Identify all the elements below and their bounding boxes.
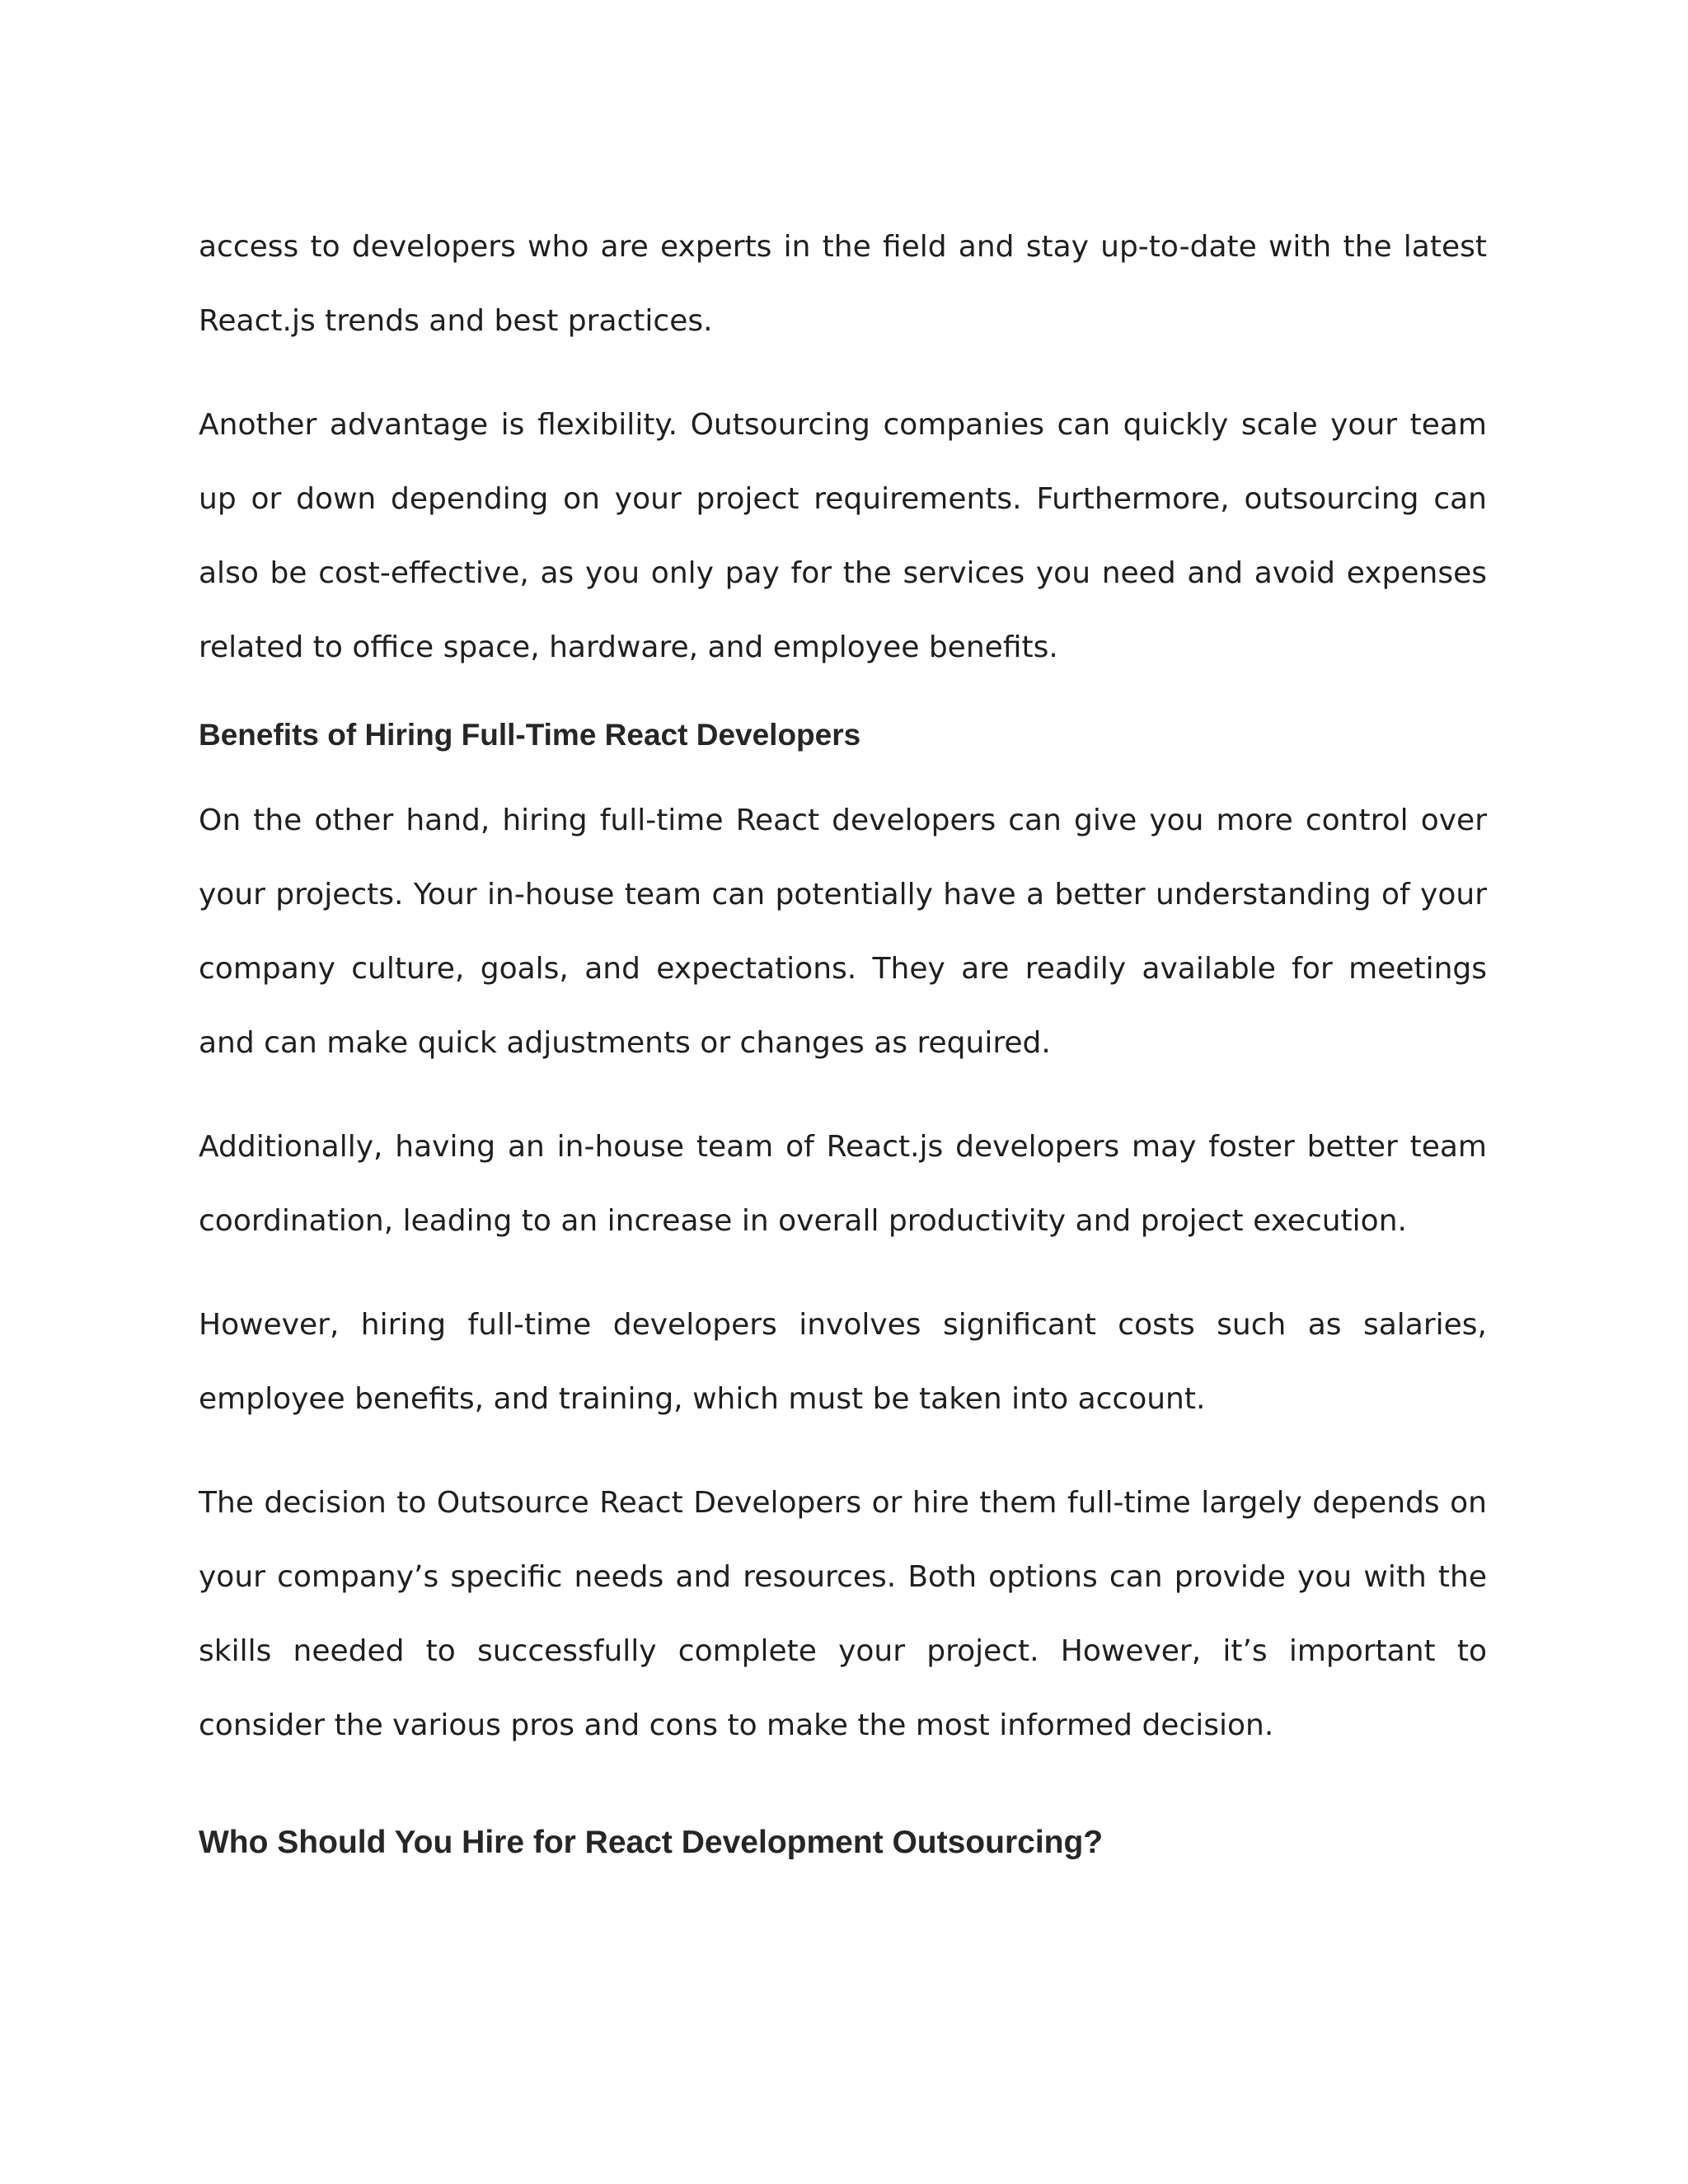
heading-who-should-you-hire: Who Should You Hire for React Development Outsourcing? [199, 1825, 1104, 1860]
paragraph-benefits-1: On the other hand, hiring full-time React developers can give you more control over your projects. Your in-house team can potentially have a better understanding of your company culture, goals, and expectations. They are readily available for meetings and can make quick adjustments or changes as required. [199, 804, 1487, 1060]
paragraph-benefits-3: However, hiring full-time developers involves significant costs such as salaries, employee benefits, and training, which must be taken into account. [199, 1308, 1487, 1416]
paragraph-benefits-2: Additionally, having an in-house team of React.js developers may foster better team coordination, leading to an increase in overall productivity and project execution. [199, 1130, 1487, 1238]
paragraph-intro-1: access to developers who are experts in the field and stay up-to-date with the latest React.js trends and best practices. [199, 230, 1487, 338]
paragraph-intro-2: Another advantage is flexibility. Outsourcing companies can quickly scale your team up or down depending on your project requirements. Furthermore, outsourcing can also be cost-effective, as you only pay for the services you need and avoid expenses related to office space, hardware, and employee benefits. [199, 408, 1487, 664]
heading-benefits: Benefits of Hiring Full-Time React Developers [199, 718, 861, 752]
paragraph-benefits-4: The decision to Outsource React Developers or hire them full-time largely depends on your company’s specific needs and resources. Both options can provide you with the skills needed to successfully complete your project. However, it’s important to consider the various pros and cons to make the most informed decision. [199, 1486, 1487, 1742]
document-body [199, 210, 1487, 1865]
